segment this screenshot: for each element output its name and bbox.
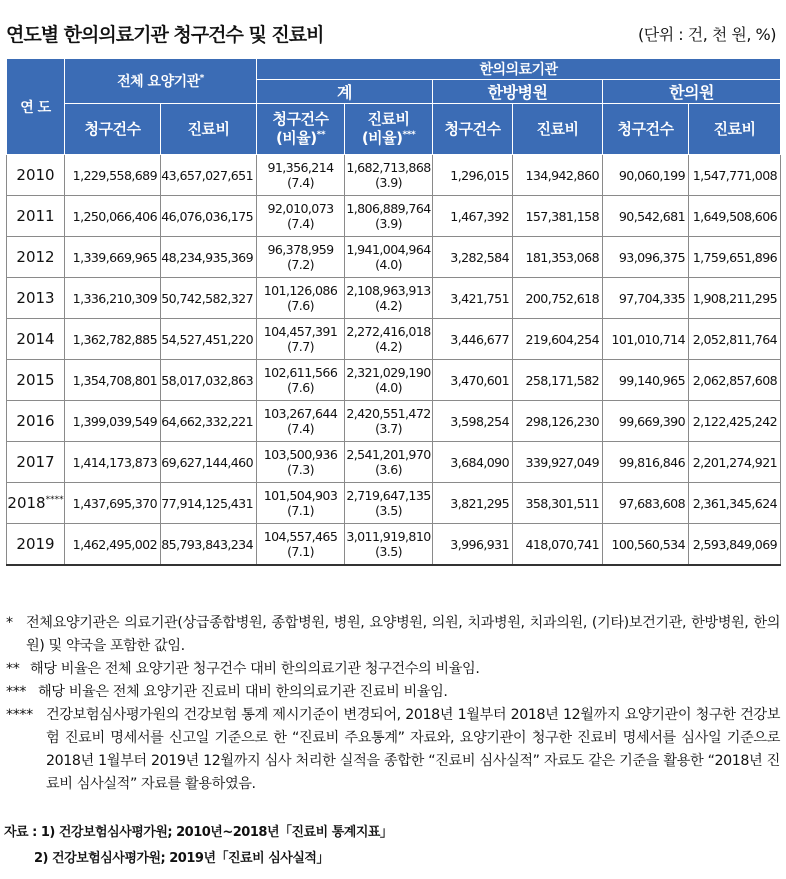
kmi-fees-ratio-mark: *** xyxy=(402,130,416,140)
table-row xyxy=(7,524,781,566)
kmi-claims-value: 101,504,903 xyxy=(263,488,338,503)
footnote-mark: **** xyxy=(6,707,33,723)
kmi-fees-ratio: (4.2) xyxy=(375,298,402,313)
clinic-fees-cell: 2,201,274,921 xyxy=(689,442,781,483)
data-table xyxy=(6,58,781,566)
table-row xyxy=(7,360,781,401)
hosp-claims-cell: 3,282,584 xyxy=(433,237,513,278)
year-cell xyxy=(7,442,65,483)
kmi-claims-ratio: (7.1) xyxy=(287,544,314,559)
kmi-fees-value: 2,108,963,913 xyxy=(346,283,431,298)
total-claims-header: 청구건수 xyxy=(65,104,161,155)
kmi-claims-cell xyxy=(257,278,345,319)
year-mark: **** xyxy=(45,495,64,505)
footnote xyxy=(6,704,780,796)
kmi-claims-ratio: (7.1) xyxy=(287,503,314,518)
clinic-claims-cell: 90,060,199 xyxy=(603,155,689,196)
total-claims-cell: 1,336,210,309 xyxy=(65,278,161,319)
clinic-claims-cell: 93,096,375 xyxy=(603,237,689,278)
table-row xyxy=(7,155,781,196)
kmi-header: 한의의료기관 xyxy=(257,59,781,80)
kmi-fees-ratio-l1: 진료비 xyxy=(367,110,410,128)
year-value: 2010 xyxy=(16,166,55,184)
hosp-claims-cell: 3,821,295 xyxy=(433,483,513,524)
year-cell xyxy=(7,155,65,196)
footnote xyxy=(6,681,780,704)
kmi-fees-value: 2,719,647,135 xyxy=(346,488,431,503)
clinic-fees-cell: 2,122,425,242 xyxy=(689,401,781,442)
year-cell xyxy=(7,237,65,278)
year-cell xyxy=(7,483,65,524)
clinic-fees-cell: 1,649,508,606 xyxy=(689,196,781,237)
hosp-claims-cell: 1,467,392 xyxy=(433,196,513,237)
sum-header: 계 xyxy=(257,80,433,104)
source-line-2: 2) 건강보험심사평가원; 2019년「진료비 심사실적」 xyxy=(34,851,329,866)
kmi-fees-cell xyxy=(345,319,433,360)
kmi-fees-ratio: (3.5) xyxy=(375,503,402,518)
total-claims-cell: 1,354,708,801 xyxy=(65,360,161,401)
footnote-text: 건강보험심사평가원의 건강보험 통계 제시기준이 변경되어, 2018년 1월부터 2018년 12월까지 요양기관이 청구한 건강보험 진료비 명세서를 신고일 기준으로 한 “진료비 주요통계” 자료와, 요양기관이 청구한 진료비 명세서를 심사일 기준으로 2018년 1월부터 2019년 12월까지 심사 처리한 실적을 종합한 “진료비 심사실적” 자료도 같은 기준을 활용한 “2018년 진료비 심사실적” 자료를 활용하였음. xyxy=(46,707,780,792)
table-row xyxy=(7,278,781,319)
kmi-fees-cell xyxy=(345,524,433,566)
hosp-fees-cell: 339,927,049 xyxy=(513,442,603,483)
kmi-claims-cell xyxy=(257,237,345,278)
table-row xyxy=(7,237,781,278)
clinic-claims-cell: 101,010,714 xyxy=(603,319,689,360)
clinic-fees-cell: 1,759,651,896 xyxy=(689,237,781,278)
kmi-fees-cell xyxy=(345,278,433,319)
clinic-claims-cell: 99,816,846 xyxy=(603,442,689,483)
year-cell xyxy=(7,319,65,360)
kmi-fees-cell xyxy=(345,360,433,401)
kmi-fees-ratio: (3.6) xyxy=(375,462,402,477)
hosp-fees-cell: 157,381,158 xyxy=(513,196,603,237)
clinic-fees-header: 진료비 xyxy=(689,104,781,155)
kmi-fees-cell xyxy=(345,237,433,278)
kmi-fees-cell xyxy=(345,401,433,442)
hosp-claims-cell: 1,296,015 xyxy=(433,155,513,196)
kmi-claims-ratio-mark: ** xyxy=(316,130,326,140)
title-row xyxy=(6,18,780,48)
kmi-claims-value: 91,356,214 xyxy=(267,160,334,175)
total-fees-cell: 69,627,144,460 xyxy=(161,442,257,483)
kmi-fees-value: 1,806,889,764 xyxy=(346,201,431,216)
hosp-fees-cell: 258,171,582 xyxy=(513,360,603,401)
total-claims-cell: 1,339,669,965 xyxy=(65,237,161,278)
kmi-fees-value: 2,541,201,970 xyxy=(346,447,431,462)
table-row xyxy=(7,483,781,524)
kmi-claims-value: 92,010,073 xyxy=(267,201,334,216)
total-header-mark: * xyxy=(199,73,204,84)
year-cell xyxy=(7,524,65,566)
year-value: 2017 xyxy=(16,453,55,471)
kmi-claims-ratio: (7.4) xyxy=(287,216,314,231)
hospital-header: 한방병원 xyxy=(433,80,603,104)
hosp-claims-cell: 3,470,601 xyxy=(433,360,513,401)
year-value: 2011 xyxy=(16,207,55,225)
year-value: 2018 xyxy=(7,494,46,512)
kmi-fees-cell xyxy=(345,483,433,524)
hosp-fees-cell: 418,070,741 xyxy=(513,524,603,566)
total-header-label: 전체 요양기관 xyxy=(117,74,200,90)
total-fees-cell: 46,076,036,175 xyxy=(161,196,257,237)
kmi-fees-ratio: (3.9) xyxy=(375,216,402,231)
kmi-claims-cell xyxy=(257,319,345,360)
kmi-claims-value: 104,557,465 xyxy=(263,529,338,544)
hosp-fees-cell: 298,126,230 xyxy=(513,401,603,442)
hosp-claims-cell: 3,684,090 xyxy=(433,442,513,483)
footnote xyxy=(6,612,780,658)
table-row xyxy=(7,319,781,360)
kmi-claims-value: 104,457,391 xyxy=(263,324,338,339)
hosp-claims-cell: 3,421,751 xyxy=(433,278,513,319)
footnote-text: 해당 비율은 전체 요양기관 진료비 대비 한의의료기관 진료비 비율임. xyxy=(38,684,448,700)
kmi-fees-ratio-l2: (비율) xyxy=(361,129,403,147)
page-title: 연도별 한의의료기관 청구건수 및 진료비 xyxy=(6,24,324,46)
clinic-claims-cell: 99,140,965 xyxy=(603,360,689,401)
total-claims-cell: 1,414,173,873 xyxy=(65,442,161,483)
clinic-claims-cell: 97,704,335 xyxy=(603,278,689,319)
kmi-claims-value: 103,500,936 xyxy=(263,447,338,462)
kmi-claims-cell xyxy=(257,401,345,442)
clinic-fees-cell: 2,361,345,624 xyxy=(689,483,781,524)
total-header xyxy=(65,59,257,104)
kmi-fees-value: 1,941,004,964 xyxy=(346,242,431,257)
kmi-fees-ratio: (4.0) xyxy=(375,380,402,395)
kmi-fees-ratio: (4.2) xyxy=(375,339,402,354)
kmi-claims-cell xyxy=(257,155,345,196)
table-row xyxy=(7,401,781,442)
total-fees-cell: 77,914,125,431 xyxy=(161,483,257,524)
total-claims-cell: 1,437,695,370 xyxy=(65,483,161,524)
total-claims-cell: 1,399,039,549 xyxy=(65,401,161,442)
kmi-fees-ratio: (3.9) xyxy=(375,175,402,190)
kmi-fees-value: 3,011,919,810 xyxy=(346,529,431,544)
hosp-fees-cell: 134,942,860 xyxy=(513,155,603,196)
table-row xyxy=(7,442,781,483)
kmi-claims-cell xyxy=(257,442,345,483)
kmi-fees-ratio: (4.0) xyxy=(375,257,402,272)
year-value: 2019 xyxy=(16,535,55,553)
clinic-fees-cell: 2,062,857,608 xyxy=(689,360,781,401)
kmi-claims-ratio-header xyxy=(257,104,345,155)
kmi-claims-ratio-l1: 청구건수 xyxy=(272,110,329,128)
kmi-fees-value: 2,321,029,190 xyxy=(346,365,431,380)
total-fees-cell: 54,527,451,220 xyxy=(161,319,257,360)
kmi-fees-cell xyxy=(345,442,433,483)
clinic-fees-cell: 2,593,849,069 xyxy=(689,524,781,566)
total-claims-cell: 1,362,782,885 xyxy=(65,319,161,360)
year-header: 연 도 xyxy=(7,59,65,155)
clinic-claims-header: 청구건수 xyxy=(603,104,689,155)
kmi-claims-value: 96,378,959 xyxy=(267,242,334,257)
year-cell xyxy=(7,360,65,401)
hosp-fees-cell: 181,353,068 xyxy=(513,237,603,278)
kmi-claims-cell xyxy=(257,196,345,237)
total-fees-cell: 85,793,843,234 xyxy=(161,524,257,566)
hosp-fees-header: 진료비 xyxy=(513,104,603,155)
year-cell xyxy=(7,196,65,237)
kmi-claims-value: 101,126,086 xyxy=(263,283,338,298)
kmi-claims-cell xyxy=(257,483,345,524)
footnote xyxy=(6,658,780,681)
kmi-claims-cell xyxy=(257,524,345,566)
footnote-mark: *** xyxy=(6,684,27,700)
hosp-claims-header: 청구건수 xyxy=(433,104,513,155)
clinic-fees-cell: 1,908,211,295 xyxy=(689,278,781,319)
kmi-fees-ratio: (3.7) xyxy=(375,421,402,436)
footnote-mark: ** xyxy=(6,661,20,677)
total-fees-cell: 48,234,935,369 xyxy=(161,237,257,278)
table-row xyxy=(7,196,781,237)
kmi-claims-cell xyxy=(257,360,345,401)
clinic-claims-cell: 90,542,681 xyxy=(603,196,689,237)
kmi-fees-value: 2,272,416,018 xyxy=(346,324,431,339)
total-fees-cell: 64,662,332,221 xyxy=(161,401,257,442)
kmi-claims-ratio: (7.3) xyxy=(287,462,314,477)
hosp-fees-cell: 358,301,511 xyxy=(513,483,603,524)
footnote-text: 해당 비율은 전체 요양기관 청구건수 대비 한의의료기관 청구건수의 비율임. xyxy=(30,661,480,677)
hosp-fees-cell: 200,752,618 xyxy=(513,278,603,319)
total-fees-header: 진료비 xyxy=(161,104,257,155)
hosp-claims-cell: 3,446,677 xyxy=(433,319,513,360)
unit-label: (단위 : 건, 천 원, %) xyxy=(638,25,776,44)
total-claims-cell: 1,229,558,689 xyxy=(65,155,161,196)
kmi-claims-ratio: (7.2) xyxy=(287,257,314,272)
clinic-fees-cell: 2,052,811,764 xyxy=(689,319,781,360)
footnote-mark: * xyxy=(6,615,13,631)
year-value: 2012 xyxy=(16,248,55,266)
kmi-claims-value: 102,611,566 xyxy=(263,365,338,380)
clinic-claims-cell: 99,669,390 xyxy=(603,401,689,442)
total-fees-cell: 58,017,032,863 xyxy=(161,360,257,401)
clinic-header: 한의원 xyxy=(603,80,781,104)
kmi-claims-ratio: (7.6) xyxy=(287,298,314,313)
kmi-claims-ratio-l2: (비율) xyxy=(275,129,317,147)
kmi-fees-cell xyxy=(345,155,433,196)
total-fees-cell: 43,657,027,651 xyxy=(161,155,257,196)
year-value: 2015 xyxy=(16,371,55,389)
kmi-fees-ratio-header xyxy=(345,104,433,155)
total-fees-cell: 50,742,582,327 xyxy=(161,278,257,319)
source-line-1: 자료 : 1) 건강보험심사평가원; 2010년~2018년「진료비 통계지표」 xyxy=(4,825,393,840)
year-cell xyxy=(7,401,65,442)
footnotes xyxy=(6,612,780,796)
hosp-claims-cell: 3,598,254 xyxy=(433,401,513,442)
footnote-text: 전체요양기관은 의료기관(상급종합병원, 종합병원, 병원, 요양병원, 의원, 치과병원, 치과의원, (기타)보건기관, 한방병원, 한의원) 및 약국을 포함한 값임. xyxy=(26,615,780,654)
kmi-claims-ratio: (7.7) xyxy=(287,339,314,354)
kmi-claims-ratio: (7.4) xyxy=(287,175,314,190)
kmi-fees-value: 2,420,551,472 xyxy=(346,406,431,421)
year-cell xyxy=(7,278,65,319)
kmi-fees-value: 1,682,713,868 xyxy=(346,160,431,175)
clinic-fees-cell: 1,547,771,008 xyxy=(689,155,781,196)
hosp-fees-cell: 219,604,254 xyxy=(513,319,603,360)
kmi-claims-value: 103,267,644 xyxy=(263,406,338,421)
kmi-claims-ratio: (7.6) xyxy=(287,380,314,395)
kmi-fees-ratio: (3.5) xyxy=(375,544,402,559)
total-claims-cell: 1,462,495,002 xyxy=(65,524,161,566)
hosp-claims-cell: 3,996,931 xyxy=(433,524,513,566)
clinic-claims-cell: 100,560,534 xyxy=(603,524,689,566)
kmi-claims-ratio: (7.4) xyxy=(287,421,314,436)
kmi-fees-cell xyxy=(345,196,433,237)
year-value: 2013 xyxy=(16,289,55,307)
year-value: 2014 xyxy=(16,330,55,348)
year-value: 2016 xyxy=(16,412,55,430)
source-note xyxy=(4,820,780,872)
total-claims-cell: 1,250,066,406 xyxy=(65,196,161,237)
clinic-claims-cell: 97,683,608 xyxy=(603,483,689,524)
